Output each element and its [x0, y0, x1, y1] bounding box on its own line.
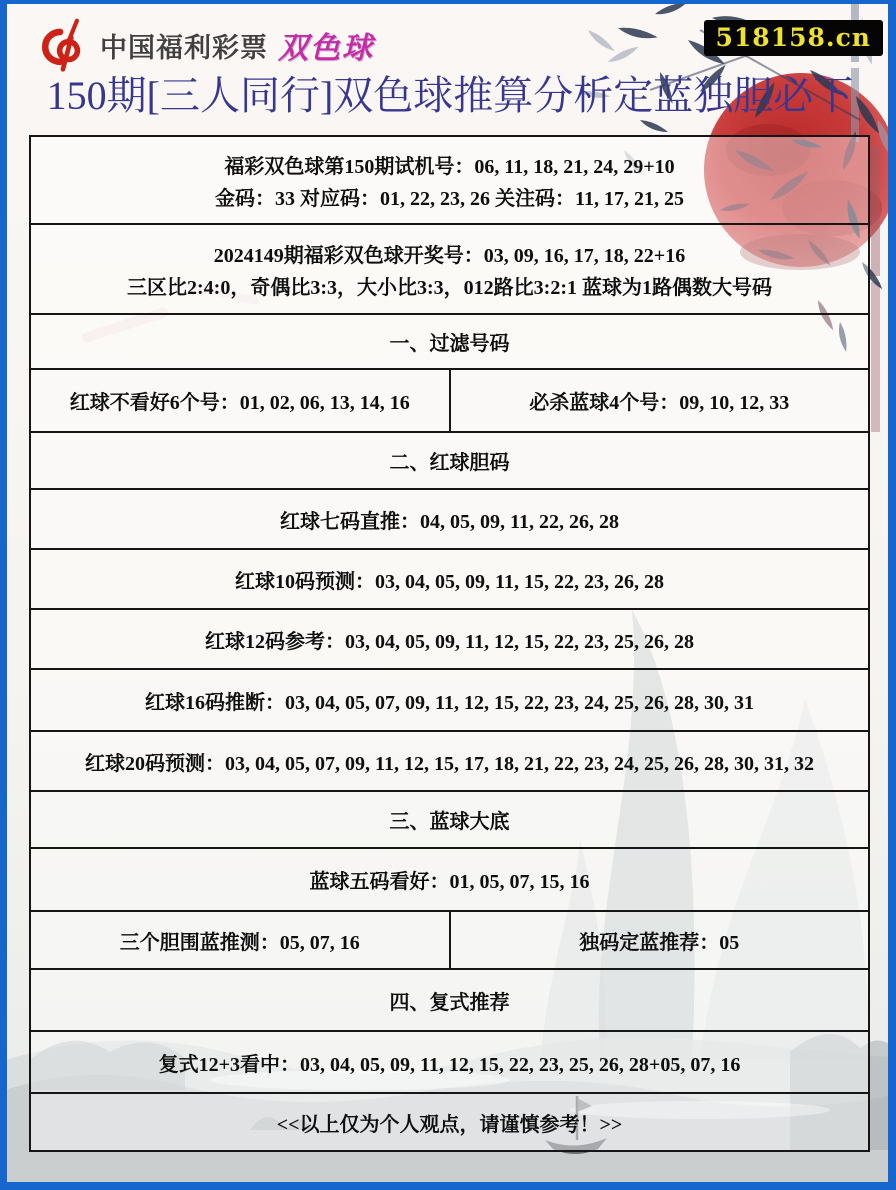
row-text: 独码定蓝推荐：05 [579, 931, 740, 954]
row-red-7-codes [31, 490, 868, 550]
row-blue-5-codes [31, 849, 868, 912]
section-header-complex [31, 970, 868, 1032]
row-red-12-codes [31, 610, 868, 670]
row-text: 红球16码推断：03, 04, 05, 07, 09, 11, 12, 15, 22, 23, 24, 25, 26, 28, 30, 31 [145, 691, 754, 714]
row-last-draw-result [31, 225, 868, 315]
cell-blue-3-dan [31, 912, 451, 968]
row-text: 红球10码预测：03, 04, 05, 09, 11, 15, 22, 23, 26, 28 [235, 570, 664, 593]
section-header-blue-pool [31, 792, 868, 849]
row-test-machine-number [31, 137, 868, 225]
row-text: 红球12码参考：03, 04, 05, 09, 11, 12, 15, 22, 23, 25, 26, 28 [205, 630, 694, 653]
section-title: 二、红球胆码 [389, 452, 510, 474]
row-disclaimer [31, 1094, 868, 1150]
section-header-red-dan [31, 433, 868, 490]
row-text: 必杀蓝球4个号：09, 10, 12, 33 [529, 392, 790, 414]
row-text: 复式12+3看中：03, 04, 05, 09, 11, 12, 15, 22, 23, 25, 26, 28+05, 07, 16 [158, 1053, 741, 1076]
section-title: 四、复式推荐 [389, 991, 510, 1014]
row-red-20-codes [31, 732, 868, 792]
site-url-badge[interactable]: 518158.cn [704, 20, 883, 56]
row-text: 2024149期福彩双色球开奖号：03, 09, 16, 17, 18, 22+16 [213, 244, 686, 267]
row-text: 红球七码直推：04, 05, 09, 11, 22, 26, 28 [280, 510, 619, 533]
disclaimer-text: <<以上仅为个人观点，请谨慎参考！>> [276, 1113, 623, 1136]
cell-blue-kill [451, 370, 869, 431]
row-text: 红球不看好6个号：01, 02, 06, 13, 14, 16 [69, 392, 410, 414]
row-blue-split [31, 912, 868, 970]
row-text: 红球20码预测：03, 04, 05, 07, 09, 11, 12, 15, 17, 18, 21, 22, 23, 24, 25, 26, 28, 30, 31, 32 [85, 752, 814, 775]
row-complex-12-plus-3 [31, 1032, 868, 1094]
section-header-filter-numbers [31, 315, 868, 370]
row-text: 金码：33 对应码：01, 22, 23, 26 关注码：11, 17, 21, 25 [215, 187, 684, 210]
row-text: 蓝球五码看好：01, 05, 07, 15, 16 [309, 871, 590, 893]
row-text: 三个胆围蓝推测：05, 07, 16 [119, 931, 360, 954]
row-red-16-codes [31, 670, 868, 732]
row-text: 福彩双色球第150期试机号：06, 11, 18, 21, 24, 29+10 [224, 155, 675, 178]
cell-blue-single [451, 912, 869, 968]
cell-red-exclude [31, 370, 451, 431]
row-red-10-codes [31, 550, 868, 610]
prediction-table [29, 135, 870, 1152]
logo-text: 中国福利彩票 [100, 32, 268, 63]
page-title: 150期[三人同行]双色球推算分析定蓝独胆必下 [46, 73, 854, 118]
row-filter-split [31, 370, 868, 433]
logo-product-name: 双色球 [278, 32, 374, 65]
section-title: 三、蓝球大底 [389, 811, 510, 833]
section-title: 一、过滤号码 [389, 333, 510, 355]
row-text: 三区比2:4:0，奇偶比3:3，大小比3:3，012路比3:2:1 蓝球为1路偶数大号码 [127, 276, 772, 299]
